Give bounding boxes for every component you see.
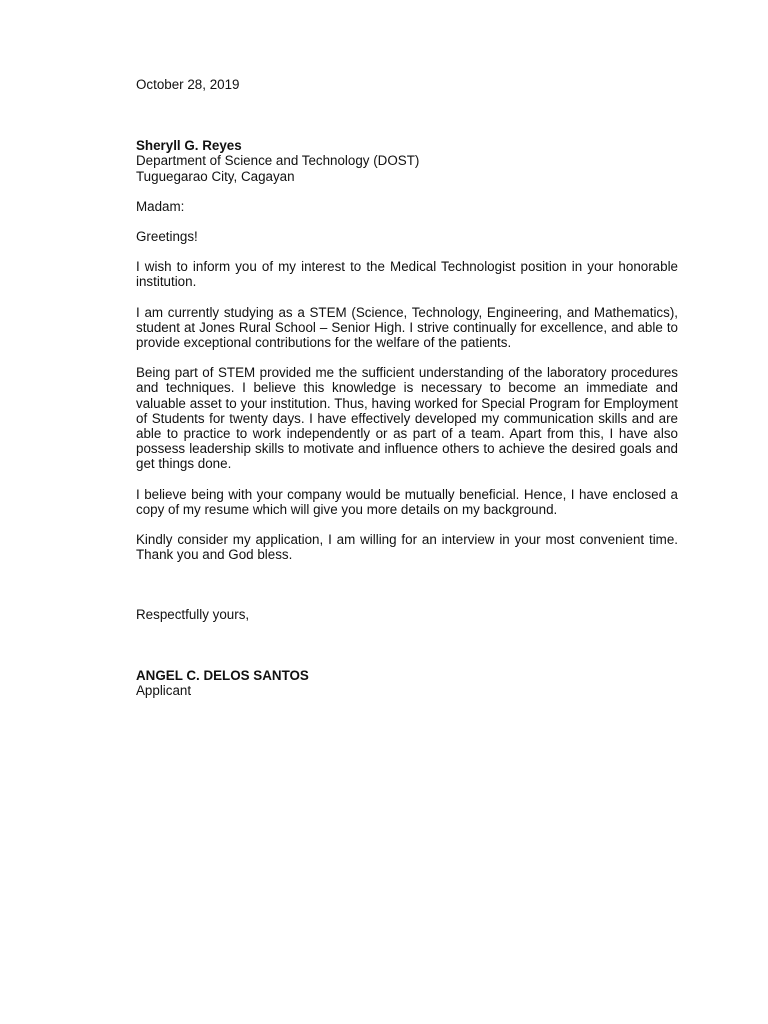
body-paragraph-5: Kindly consider my application, I am willing for an interview in your most convenient time. Thank you and God bless.: [136, 532, 678, 563]
signature-block: [136, 668, 678, 698]
letter-date: October 28, 2019: [136, 77, 240, 92]
recipient-address: Tuguegarao City, Cagayan: [136, 168, 295, 184]
body-paragraph-4: I believe being with your company would be mutually beneficial. Hence, I have enclosed a copy of my resume which will give you more details on my background.: [136, 486, 678, 517]
salutation: Madam:: [136, 198, 185, 214]
letter-body: [136, 77, 678, 698]
greeting: Greetings!: [136, 229, 198, 245]
recipient-name: Sheryll G. Reyes: [136, 138, 242, 154]
body-paragraph-2: I am currently studying as a STEM (Science, Technology, Engineering, and Mathematics), student at Jones Rural School – Senior High. I strive continually for excellence, and able to provide exceptional contributions for the welfare of the patients.: [136, 304, 678, 351]
closing: Respectfully yours,: [136, 607, 250, 623]
sender-name: ANGEL C. DELOS SANTOS: [136, 667, 309, 683]
body-paragraph-3: Being part of STEM provided me the sufficient understanding of the laboratory procedures and techniques. I believe this knowledge is necessary to become an immediate and valuable asset to your institution. Thus, having worked for Special Program for Employment of Students for twenty days. I have effectively developed my communication skills and are able to practice to work independently or as part of a team. Apart from this, I have also possess leadership skills to motivate and influence others to achieve the desired goals and get things done.: [136, 365, 678, 472]
recipient-organization: Department of Science and Technology (DOST): [136, 153, 420, 169]
recipient-block: [136, 138, 678, 184]
body-paragraph-1: I wish to inform you of my interest to the Medical Technologist position in your honorable institution.: [136, 259, 678, 290]
sender-title: Applicant: [136, 682, 192, 698]
